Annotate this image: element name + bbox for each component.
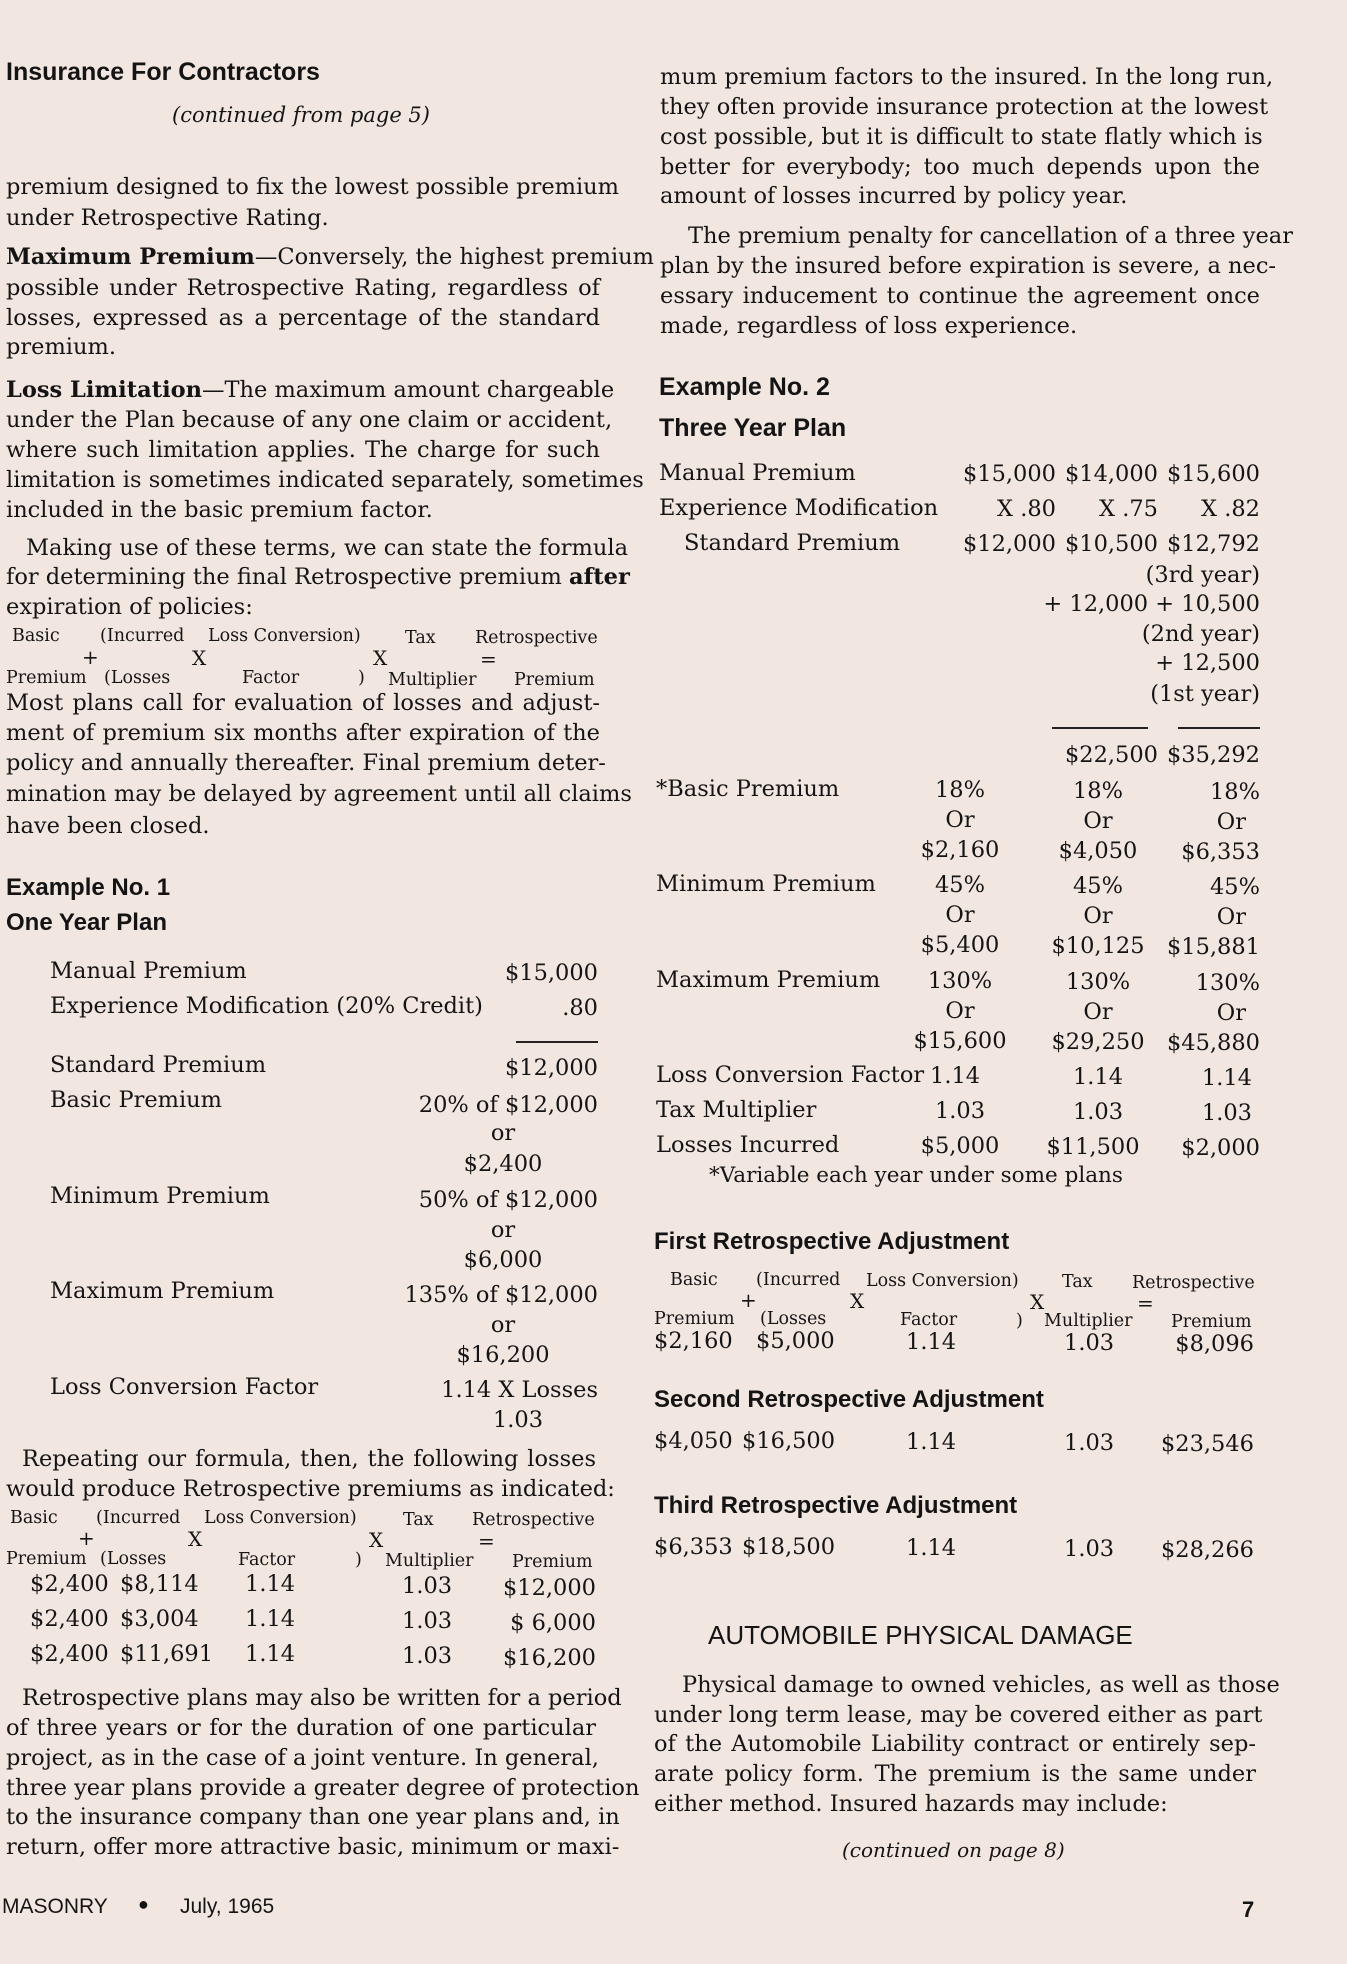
formula3-losses: (Losses [760,1309,827,1329]
adj2-basic: $4,050 [654,1428,733,1454]
ex2-basic-1-pct: 18% [934,777,985,803]
ex2-losses-1: $5,000 [920,1133,1000,1159]
ex2-rule-1 [1052,727,1148,729]
article-title: Insurance For Contractors [6,58,320,86]
ex2-basic-3-pct: 18% [1209,779,1260,805]
ex2-exp-1: X .80 [997,496,1056,522]
ex2-rule-2 [1178,727,1260,729]
retro-line-5: to the insurance company than one year plans and, in [6,1804,620,1830]
formula-basic: Basic [12,626,60,646]
ex2-standard-2: $10,500 [1064,531,1158,557]
auto-line-1: Physical damage to owned vehicles, as well as those [682,1672,1280,1698]
formula2-equals: = [478,1529,495,1553]
ex2-basic-2-pct: 18% [1072,778,1123,804]
formula3-plus: + [740,1288,757,1312]
ex1-standard-label: Standard Premium [50,1052,267,1078]
auto-line-2: under long term lease, may be covered either as part [654,1702,1263,1728]
ex2-max-label: Maximum Premium [656,967,881,993]
adj1-factor: 1.14 [906,1329,957,1355]
auto-damage-heading: AUTOMOBILE PHYSICAL DAMAGE [708,1620,1133,1650]
ex2-stack-add-1: + 12,000 + 10,500 [1043,591,1260,617]
evaluation-line-4: mination may be delayed by agreement until all claims [6,781,632,807]
penalty-line-3: essary inducement to continue the agreement once [660,283,1260,309]
ex2-standard-3: $12,792 [1166,531,1260,557]
second-adjustment-title: Second Retrospective Adjustment [654,1386,1044,1413]
ex2-max-2-pct: 130% [1065,969,1131,995]
ex2-min-1-amt: $5,400 [920,932,1000,958]
ex1-rule [516,1041,598,1043]
continued-on: (continued on page 8) [842,1838,1065,1862]
formula-intro-2: for determining the final Retrospective premium after [6,564,630,590]
ex2-lcf-3: 1.14 [1201,1065,1252,1091]
ex2-total-2: $22,500 [1064,742,1158,768]
formula3-equals: = [1137,1291,1154,1315]
loss-limitation-term: Loss Limitation [6,377,202,403]
retro-line-4: three year plans provide a greater degree of protection [6,1775,640,1801]
ex1-basic-value-3: $2,400 [463,1151,543,1177]
ex1-row1-factor: 1.14 [245,1571,296,1597]
formula2-basic: Basic [10,1508,58,1528]
evaluation-line-3: policy and annually thereafter. Final premium deter- [6,750,606,776]
loss-limitation-def-2: under the Plan because of any one claim or accident, [6,407,613,433]
ex2-min-2-or: Or [1083,903,1113,929]
formula3-multiplier: Multiplier [1044,1311,1133,1331]
ex2-losses-3: $2,000 [1181,1135,1260,1161]
formula3-result-premium: Premium [1171,1312,1252,1332]
ex1-row1-tax: 1.03 [402,1573,453,1599]
ex2-lcf-label: Loss Conversion Factor [656,1062,925,1088]
ex2-tax-2: 1.03 [1072,1099,1124,1125]
formula2-loss-conversion: Loss Conversion) [204,1508,357,1528]
top-line-4: better for everybody; too much depends upon the [660,154,1260,180]
formula3-tax: Tax [1062,1272,1093,1292]
ex2-footnote: *Variable each year under some plans [709,1163,1123,1188]
footer-bullet: ● [138,1894,149,1914]
retro-line-1: Retrospective plans may also be written for a period [22,1685,622,1711]
loss-limitation-def-5: included in the basic premium factor. [6,497,433,523]
adj3-losses: $18,500 [742,1534,836,1560]
formula-loss-conversion: Loss Conversion) [208,626,361,646]
loss-limitation-def-1: Loss Limitation—The maximum amount chargeable [6,377,615,403]
ex2-stack-2nd-year: (2nd year) [1141,621,1260,647]
adj2-factor: 1.14 [906,1429,957,1455]
ex1-row2-basic: $2,400 [30,1606,109,1632]
ex1-max-value-2: or [490,1312,516,1338]
adj3-basic: $6,353 [654,1534,733,1560]
ex2-exp-2: X .75 [1099,496,1158,522]
ex2-losses-2: $11,500 [1046,1134,1140,1160]
formula-incurred: (Incurred [100,626,185,646]
ex1-standard-value: $12,000 [504,1055,598,1081]
formula2-times-1: X [188,1527,203,1551]
ex1-row2-factor: 1.14 [245,1606,296,1632]
ex1-row2-losses: $3,004 [120,1606,199,1632]
example2-subtitle: Three Year Plan [659,414,847,442]
ex2-manual-3: $15,600 [1166,461,1260,487]
ex1-row2-premium: $ 6,000 [510,1610,596,1636]
retro-line-6: return, offer more attractive basic, minimum or maxi- [6,1834,620,1860]
formula-premium: Premium [6,668,87,688]
formula-equals: = [480,647,497,671]
ex2-max-2-or: Or [1083,999,1113,1025]
ex1-lcf-value-2: 1.03 [492,1407,544,1433]
footer-magazine: MASONRY [2,1895,108,1918]
max-premium-def-2: possible under Retrospective Rating, regardless of [6,275,600,301]
ex2-tax-3: 1.03 [1201,1100,1252,1126]
formula-paren: ) [358,668,365,688]
ex2-exp-label: Experience Modification [659,495,939,521]
ex2-stack-3rd-year: (3rd year) [1145,562,1260,588]
example1-subtitle: One Year Plan [6,909,167,936]
ex2-exp-3: X .82 [1201,496,1260,522]
first-adjustment-title: First Retrospective Adjustment [654,1228,1010,1255]
adj1-losses: $5,000 [756,1328,835,1354]
ex2-min-2-amt: $10,125 [1051,933,1145,959]
formula2-losses: (Losses [100,1549,167,1569]
adj3-tax: 1.03 [1064,1536,1115,1562]
formula3-incurred: (Incurred [756,1270,841,1290]
formula-factor: Factor [242,668,300,688]
adj1-tax: 1.03 [1064,1330,1115,1356]
ex1-manual-value: $15,000 [504,960,598,986]
page-number: 7 [1242,1897,1255,1922]
ex2-basic-3-or: Or [1216,809,1246,835]
ex2-manual-2: $14,000 [1064,461,1158,487]
ex1-basic-label: Basic Premium [50,1087,223,1113]
max-premium-term: Maximum Premium [6,244,255,270]
ex2-max-3-amt: $45,880 [1166,1030,1260,1056]
intro-line-1: premium designed to fix the lowest possible premium [6,174,619,200]
formula-times-2: X [373,646,388,670]
ex1-row3-tax: 1.03 [402,1643,453,1669]
ex1-row3-basic: $2,400 [30,1641,109,1667]
formula-intro-3: expiration of policies: [6,594,253,620]
loss-limitation-def-4: limitation is sometimes indicated separately, sometimes [6,467,644,493]
ex1-min-value-2: or [490,1217,516,1243]
ex1-row1-losses: $8,114 [120,1571,199,1597]
formula3-retrospective: Retrospective [1132,1273,1255,1293]
formula3-factor: Factor [900,1310,958,1330]
formula2-premium: Premium [6,1549,87,1569]
ex1-min-label: Minimum Premium [50,1183,270,1209]
evaluation-line-5: have been closed. [6,813,210,839]
formula3-paren: ) [1016,1311,1023,1331]
repeat-line-1: Repeating our formula, then, the following losses [22,1446,596,1472]
top-line-2: they often provide insurance protection at the lowest [660,94,1269,120]
top-line-5: amount of losses incurred by policy year. [660,183,1128,209]
ex1-row3-factor: 1.14 [245,1641,296,1667]
top-line-1: mum premium factors to the insured. In the long run, [660,64,1274,90]
ex2-min-3-or: Or [1216,904,1246,930]
auto-line-4: arate policy form. The premium is the same under [654,1761,1256,1787]
intro-line-2: under Retrospective Rating. [6,205,329,231]
ex2-min-3-amt: $15,881 [1166,934,1260,960]
evaluation-line-2: ment of premium six months after expiration of the [6,720,600,746]
penalty-line-2: plan by the insured before expiration is severe, a nec- [660,253,1277,279]
formula-result-premium: Premium [514,670,595,690]
adj1-basic: $2,160 [654,1328,733,1354]
formula-tax: Tax [405,628,436,648]
formula3-loss-conversion: Loss Conversion) [866,1271,1019,1291]
ex2-basic-2-amt: $4,050 [1058,838,1138,864]
adj1-premium: $8,096 [1175,1331,1254,1357]
formula-losses: (Losses [104,668,171,688]
ex1-row3-losses: $11,691 [120,1641,214,1667]
ex2-max-2-amt: $29,250 [1051,1029,1145,1055]
ex2-tax-label: Tax Multiplier [656,1097,817,1123]
continued-from: (continued from page 5) [172,103,430,127]
formula3-premium: Premium [654,1309,735,1329]
adj2-losses: $16,500 [742,1428,836,1454]
ex2-min-2-pct: 45% [1072,873,1123,899]
ex2-max-1-pct: 130% [927,968,993,994]
ex2-lcf-2: 1.14 [1072,1064,1124,1090]
formula-times-1: X [192,646,207,670]
ex2-stack-add-2: + 12,500 [1155,650,1260,676]
ex2-manual-label: Manual Premium [659,460,856,486]
ex2-lcf-1: 1.14 [930,1063,981,1089]
formula2-times-2: X [369,1528,384,1552]
formula2-result-premium: Premium [512,1552,593,1572]
ex2-min-1-pct: 45% [934,872,985,898]
example1-title: Example No. 1 [6,874,171,901]
ex2-stack-1st-year: (1st year) [1150,681,1260,707]
ex2-tax-1: 1.03 [934,1098,986,1124]
loss-limitation-def-3: where such limitation applies. The charge for such [6,437,600,463]
formula2-factor: Factor [238,1550,296,1570]
ex1-min-value-1: 50% of $12,000 [418,1187,598,1213]
max-premium-def-3: losses, expressed as a percentage of the standard [6,305,600,331]
ex1-basic-value-1: 20% of $12,000 [418,1092,598,1118]
ex1-lcf-value-1: 1.14 X Losses [441,1377,598,1403]
formula2-incurred: (Incurred [96,1508,181,1528]
ex1-lcf-label: Loss Conversion Factor [50,1374,319,1400]
auto-line-3: of the Automobile Liability contract or entirely sep- [654,1731,1256,1757]
formula2-plus: + [78,1526,95,1550]
ex2-max-3-pct: 130% [1195,970,1260,996]
ex1-exp-value: .80 [562,995,598,1021]
adj3-premium: $28,266 [1160,1537,1254,1563]
formula2-tax: Tax [403,1510,434,1530]
adj3-factor: 1.14 [906,1535,957,1561]
ex2-basic-1-or: Or [945,807,975,833]
ex1-row2-tax: 1.03 [402,1608,453,1634]
footer-date: July, 1965 [180,1895,275,1918]
evaluation-line-1: Most plans call for evaluation of losses and adjust- [6,690,600,716]
formula2-retrospective: Retrospective [472,1510,595,1530]
repeat-line-2: would produce Retrospective premiums as indicated: [6,1476,615,1502]
ex1-max-value-3: $16,200 [456,1342,550,1368]
ex2-max-1-or: Or [945,998,975,1024]
ex2-min-1-or: Or [945,902,975,928]
ex2-basic-3-amt: $6,353 [1181,839,1260,865]
formula3-times-1: X [850,1289,865,1313]
adj2-premium: $23,546 [1160,1431,1254,1457]
ex2-max-3-or: Or [1216,1000,1246,1026]
third-adjustment-title: Third Retrospective Adjustment [654,1492,1018,1519]
formula-multiplier: Multiplier [388,670,477,690]
ex2-basic-label: *Basic Premium [656,776,840,802]
ex2-min-label: Minimum Premium [656,871,876,897]
ex1-row3-premium: $16,200 [502,1645,596,1671]
ex2-standard-1: $12,000 [962,531,1056,557]
retro-line-2: of three years or for the duration of one particular [6,1715,596,1741]
ex1-max-value-1: 135% of $12,000 [404,1282,598,1308]
retro-line-3: project, as in the case of a joint venture. In general, [6,1745,599,1771]
max-premium-def-4: premium. [6,334,116,360]
formula3-basic: Basic [670,1270,718,1290]
penalty-line-4: made, regardless of loss experience. [660,313,1078,339]
formula2-paren: ) [355,1550,362,1570]
ex1-basic-value-2: or [490,1120,516,1146]
ex2-standard-label: Standard Premium [684,530,901,556]
ex1-row1-premium: $12,000 [502,1575,596,1601]
formula-intro-1: Making use of these terms, we can state the formula [26,535,628,561]
formula2-multiplier: Multiplier [385,1551,474,1571]
ex1-min-value-3: $6,000 [463,1247,543,1273]
auto-line-5: either method. Insured hazards may include: [654,1791,1168,1817]
ex1-max-label: Maximum Premium [50,1278,275,1304]
top-line-3: cost possible, but it is difficult to state flatly which is [660,124,1263,150]
ex2-min-3-pct: 45% [1209,874,1260,900]
ex2-losses-label: Losses Incurred [656,1132,840,1158]
max-premium-def-1: Maximum Premium—Conversely, the highest premium [6,244,654,270]
ex2-basic-2-or: Or [1083,808,1113,834]
example2-title: Example No. 2 [659,373,830,401]
penalty-line-1: The premium penalty for cancellation of a three year [688,223,1293,249]
ex1-manual-label: Manual Premium [50,958,247,984]
formula-retrospective: Retrospective [475,628,598,648]
adj2-tax: 1.03 [1064,1430,1115,1456]
ex1-row1-basic: $2,400 [30,1571,109,1597]
ex2-max-1-amt: $15,600 [913,1028,1007,1054]
ex2-basic-1-amt: $2,160 [920,837,1000,863]
ex1-exp-label: Experience Modification (20% Credit) [50,993,483,1019]
formula3-times-2: X [1030,1290,1045,1314]
ex2-total-3: $35,292 [1166,742,1260,768]
formula-plus: + [82,645,99,669]
ex2-manual-1: $15,000 [962,461,1056,487]
